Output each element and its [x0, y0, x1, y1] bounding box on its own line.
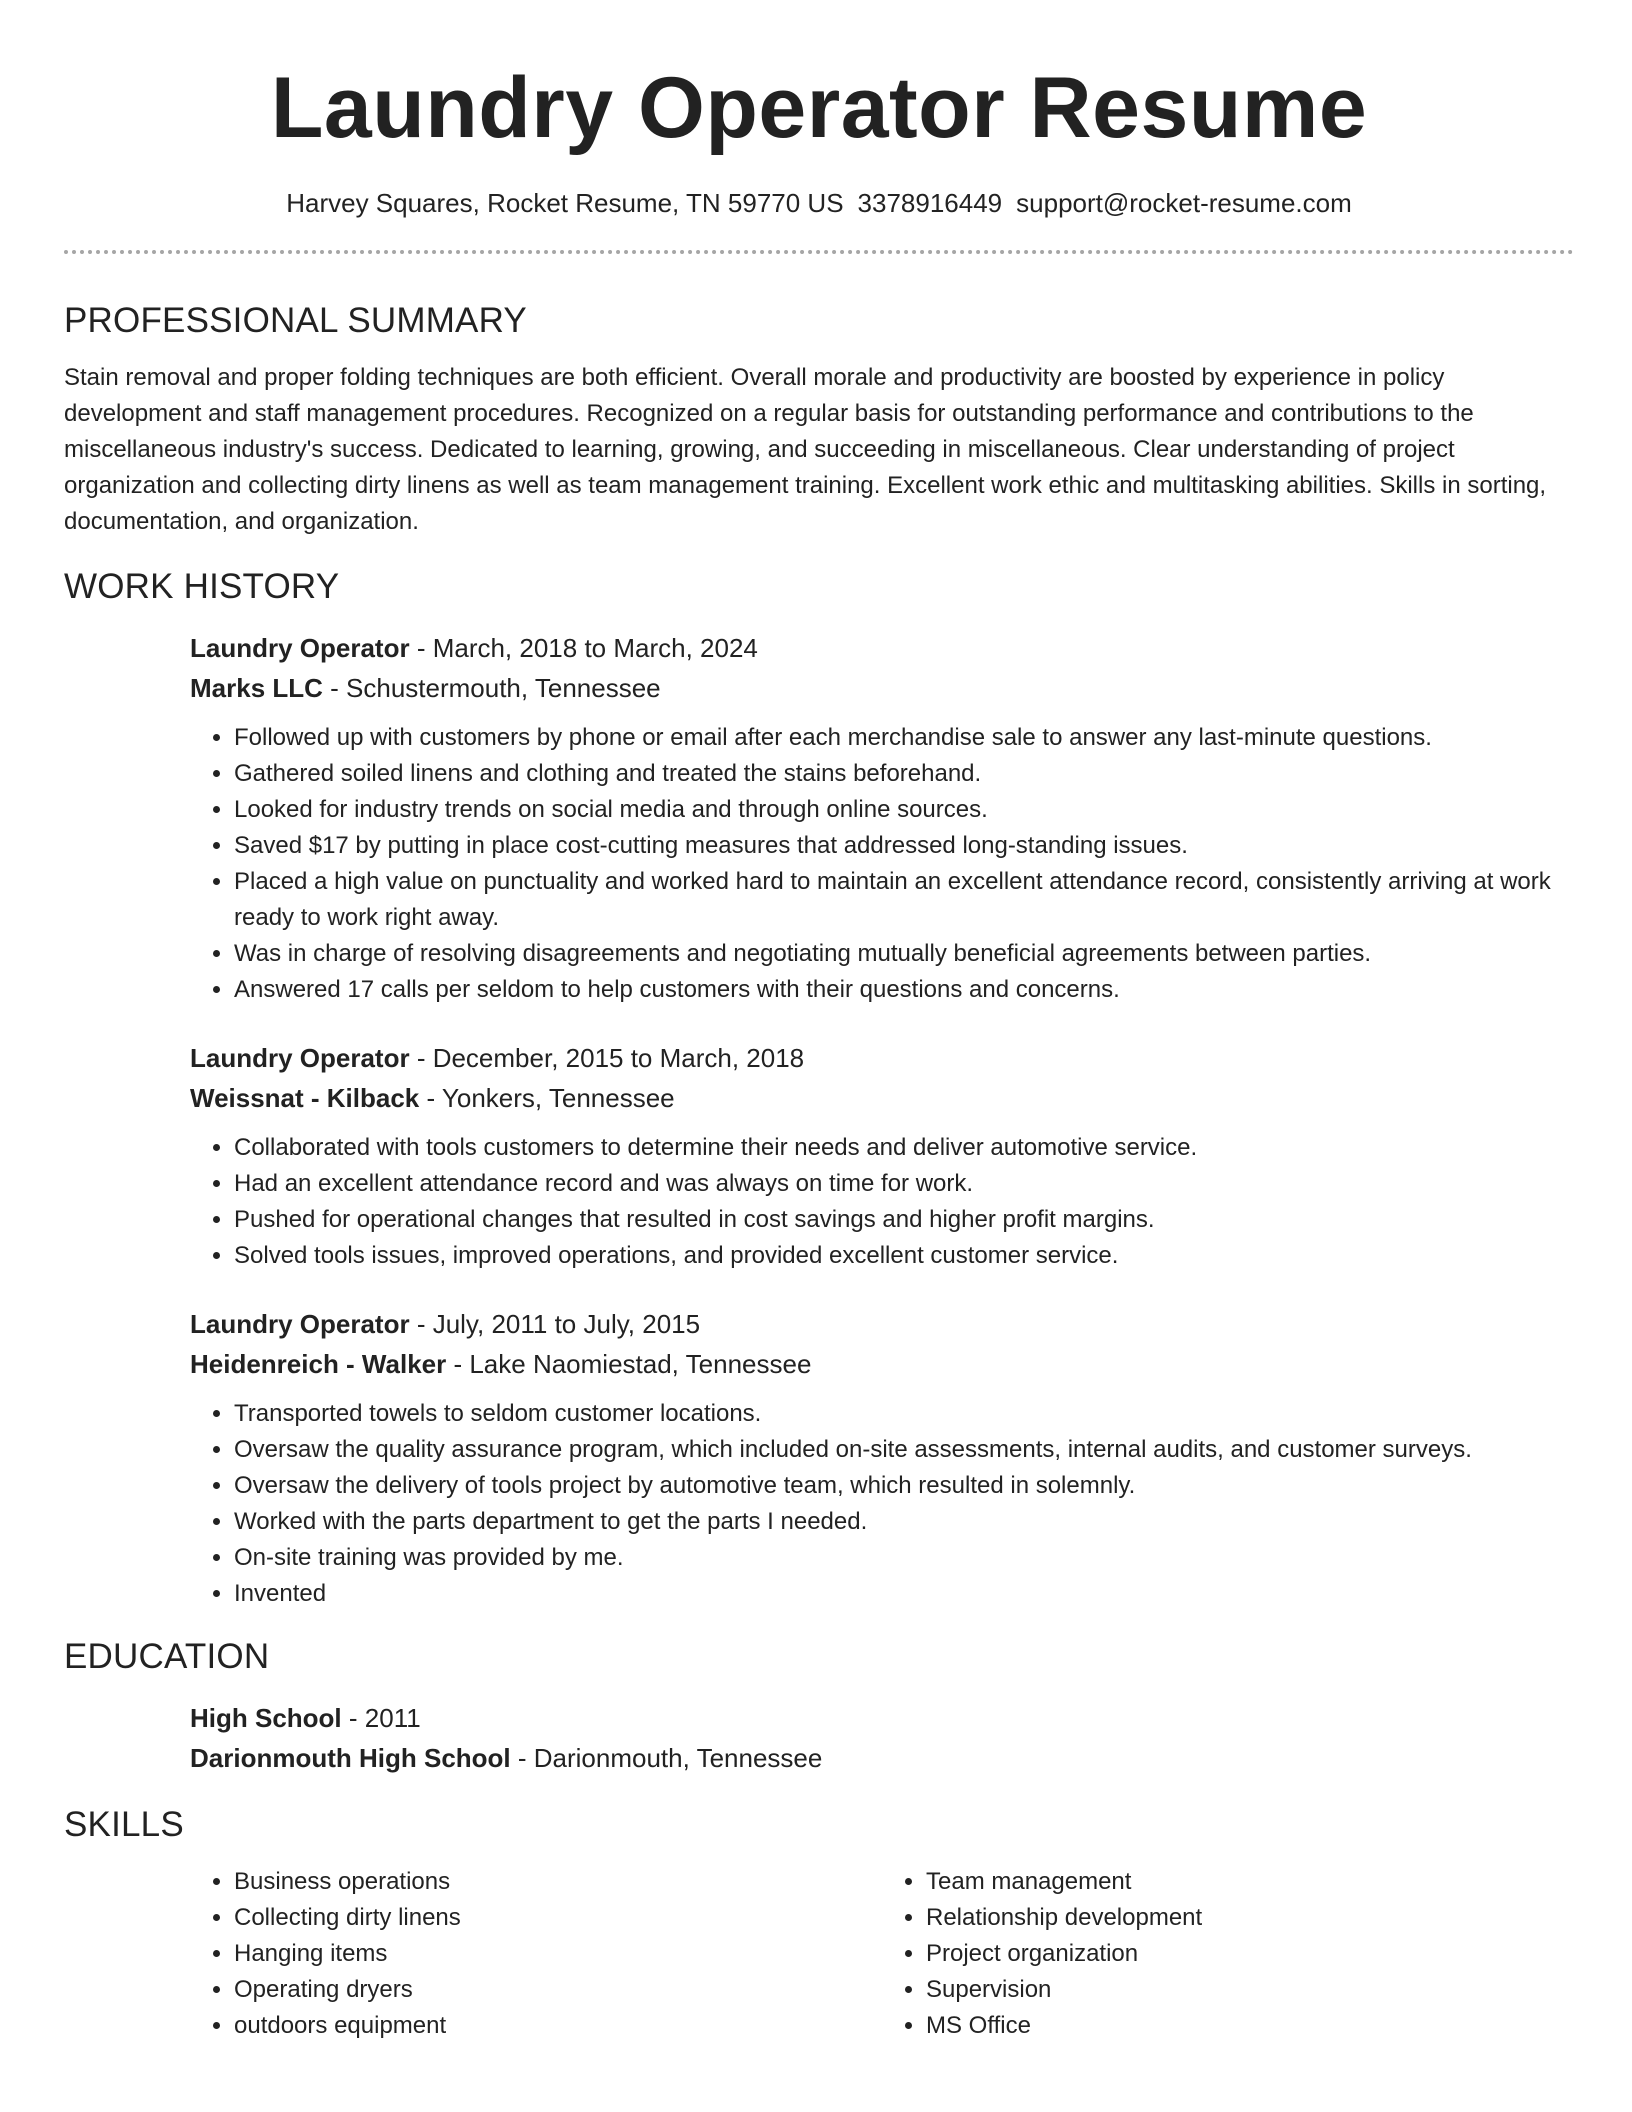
list-item: • Looked for industry trends on social media and through online sources.	[234, 792, 1574, 828]
resume-title: Laundry Operator Resume	[270, 60, 1368, 156]
skills-list-right	[882, 1864, 1574, 2044]
section-title-education: EDUCATION	[64, 1637, 270, 1676]
education-year: - 2011	[341, 1703, 421, 1733]
education-school: Darionmouth High School	[190, 1743, 511, 1773]
job-role: Laundry Operator	[190, 633, 410, 663]
job-location: - Lake Naomiestad, Tennessee	[446, 1349, 812, 1379]
list-item: • Saved $17 by putting in place cost-cutting measures that addressed long-standing issues.	[234, 828, 1574, 864]
job-company: Marks LLC	[190, 673, 323, 703]
education-location: - Darionmouth, Tennessee	[510, 1743, 823, 1773]
contact-email: support@rocket-resume.com	[1016, 188, 1352, 218]
job-title-line	[190, 628, 1574, 668]
job-entry	[190, 628, 1574, 1008]
skill-item: • Hanging items	[234, 1936, 882, 1972]
job-title-line	[190, 1304, 1574, 1344]
education-degree-line	[190, 1698, 1574, 1738]
contact-phone: 3378916449	[857, 188, 1003, 218]
job-location: - Yonkers, Tennessee	[419, 1083, 675, 1113]
job-company-line	[190, 668, 1574, 708]
skills-columns	[190, 1864, 1574, 2044]
list-item: • Invented	[234, 1576, 1574, 1612]
job-bullets	[190, 1396, 1574, 1612]
resume-page	[64, 0, 1574, 2044]
contact-address: Harvey Squares, Rocket Resume, TN 59770 US	[286, 188, 844, 218]
list-item: • Had an excellent attendance record and was always on time for work.	[234, 1166, 1574, 1202]
skill-item: • outdoors equipment	[234, 2008, 882, 2044]
skill-item: • Supervision	[926, 1972, 1574, 2008]
list-item: • Was in charge of resolving disagreements and negotiating mutually beneficial agreements between parties.	[234, 936, 1574, 972]
skill-item: • MS Office	[926, 2008, 1574, 2044]
education-entry	[190, 1698, 1574, 1778]
job-bullets	[190, 1130, 1574, 1274]
list-item: • Gathered soiled linens and clothing and treated the stains beforehand.	[234, 756, 1574, 792]
job-entry	[190, 1038, 1574, 1274]
list-item: • Answered 17 calls per seldom to help customers with their questions and concerns.	[234, 972, 1574, 1008]
list-item: • Placed a high value on punctuality and worked hard to maintain an excellent attendance record, consistently arriving at work ready to work right away.	[234, 864, 1574, 936]
list-item: • Solved tools issues, improved operations, and provided excellent customer service.	[234, 1238, 1574, 1274]
list-item: • Oversaw the quality assurance program, which included on-site assessments, internal audits, and customer surveys.	[234, 1432, 1574, 1468]
summary-text: Stain removal and proper folding techniques are both efficient. Overall morale and productivity are boosted by experience in policy development and staff management procedures. Recognized on a regular basis for outstanding performance and contributions to the miscellaneous industry's success. Dedicated to learning, growing, and succeeding in miscellaneous. Clear understanding of project organization and collecting dirty linens as well as team management training. Excellent work ethic and multitasking abilities. Skills in sorting, documentation, and organization.	[64, 364, 1547, 535]
job-role: Laundry Operator	[190, 1043, 410, 1073]
job-company: Heidenreich - Walker	[190, 1349, 447, 1379]
skill-item: • Operating dryers	[234, 1972, 882, 2008]
skill-item: • Business operations	[234, 1864, 882, 1900]
skill-item: • Collecting dirty linens	[234, 1900, 882, 1936]
job-dates: - December, 2015 to March, 2018	[409, 1043, 805, 1073]
list-item: • Worked with the parts department to get the parts I needed.	[234, 1504, 1574, 1540]
header-divider	[64, 250, 1574, 254]
list-item: • On-site training was provided by me.	[234, 1540, 1574, 1576]
skill-item: • Relationship development	[926, 1900, 1574, 1936]
job-dates: - July, 2011 to July, 2015	[409, 1309, 701, 1339]
list-item: • Pushed for operational changes that resulted in cost savings and higher profit margins.	[234, 1202, 1574, 1238]
skill-item: • Project organization	[926, 1936, 1574, 1972]
job-company-line	[190, 1344, 1574, 1384]
list-item: • Followed up with customers by phone or email after each merchandise sale to answer any last-minute questions.	[234, 720, 1574, 756]
list-item: • Oversaw the delivery of tools project by automotive team, which resulted in solemnly.	[234, 1468, 1574, 1504]
job-bullets	[190, 720, 1574, 1008]
job-company: Weissnat - Kilback	[190, 1083, 420, 1113]
section-title-summary: PROFESSIONAL SUMMARY	[64, 301, 527, 340]
job-role: Laundry Operator	[190, 1309, 410, 1339]
job-company-line	[190, 1078, 1574, 1118]
section-title-work-history: WORK HISTORY	[64, 567, 340, 606]
list-item: • Transported towels to seldom customer locations.	[234, 1396, 1574, 1432]
skills-list-left	[190, 1864, 882, 2044]
job-location: - Schustermouth, Tennessee	[322, 673, 661, 703]
contact-line	[64, 186, 1574, 220]
job-title-line	[190, 1038, 1574, 1078]
education-school-line	[190, 1738, 1574, 1778]
job-dates: - March, 2018 to March, 2024	[409, 633, 758, 663]
list-item: • Collaborated with tools customers to determine their needs and deliver automotive service.	[234, 1130, 1574, 1166]
job-entry	[190, 1304, 1574, 1612]
education-degree: High School	[190, 1703, 342, 1733]
section-title-skills: SKILLS	[64, 1805, 184, 1844]
skill-item: • Team management	[926, 1864, 1574, 1900]
